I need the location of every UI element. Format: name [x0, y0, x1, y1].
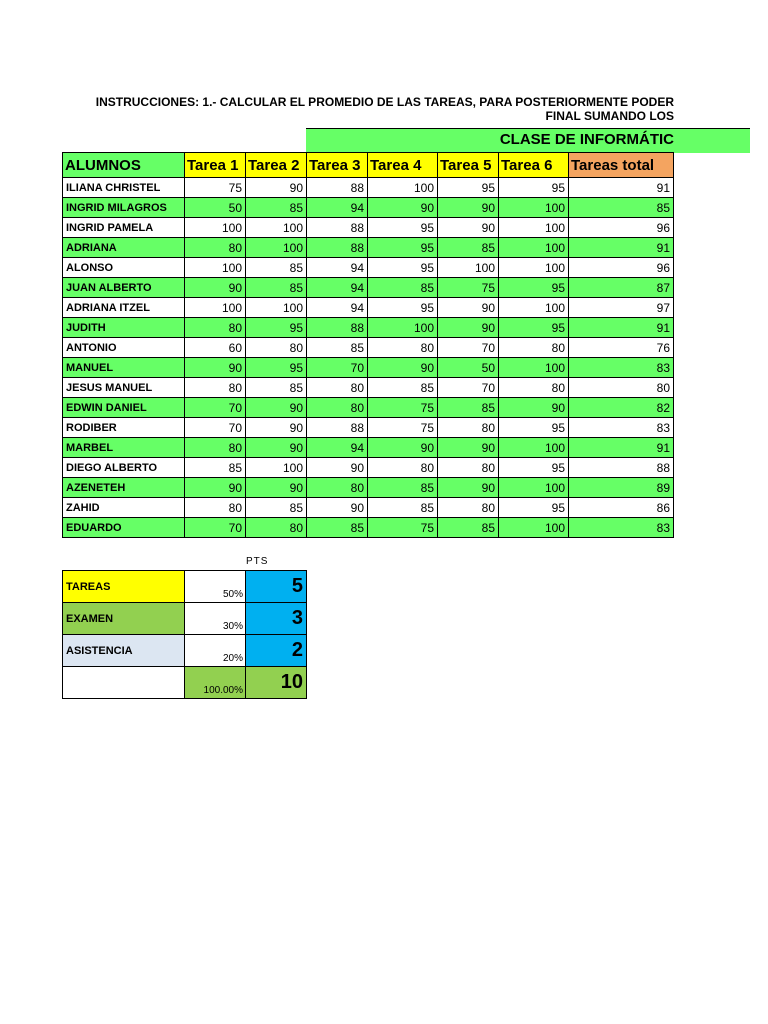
student-row — [63, 398, 674, 418]
tarea-6-cell[interactable]: 100 — [499, 358, 569, 378]
tarea-6-cell[interactable]: 95 — [499, 178, 569, 198]
tarea-4-cell[interactable]: 95 — [368, 238, 438, 258]
student-row — [63, 318, 674, 338]
tarea-1-cell[interactable]: 100 — [185, 218, 246, 238]
tareas-total-cell[interactable]: 83 — [569, 358, 674, 378]
tarea-5-cell[interactable]: 90 — [438, 198, 499, 218]
tarea-3-cell[interactable]: 94 — [307, 258, 368, 278]
tarea-1-cell[interactable]: 80 — [185, 498, 246, 518]
tarea-3-cell[interactable]: 70 — [307, 358, 368, 378]
tarea-6-cell[interactable]: 100 — [499, 518, 569, 538]
weight-label-examen[interactable]: EXAMEN — [63, 603, 185, 635]
tarea-6-cell[interactable]: 100 — [499, 438, 569, 458]
tarea-2-cell[interactable]: 90 — [246, 418, 307, 438]
tarea-3-cell[interactable]: 88 — [307, 418, 368, 438]
tarea-5-cell[interactable]: 80 — [438, 458, 499, 478]
student-name-cell[interactable]: ADRIANA — [63, 238, 185, 258]
header-tarea-5[interactable]: Tarea 5 — [438, 153, 499, 178]
student-row — [63, 198, 674, 218]
tarea-1-cell[interactable]: 70 — [185, 518, 246, 538]
tarea-2-cell[interactable]: 85 — [246, 198, 307, 218]
tarea-5-cell[interactable]: 85 — [438, 518, 499, 538]
tarea-2-cell[interactable]: 100 — [246, 238, 307, 258]
tarea-2-cell[interactable]: 80 — [246, 338, 307, 358]
tarea-5-cell[interactable]: 50 — [438, 358, 499, 378]
tarea-1-cell[interactable]: 60 — [185, 338, 246, 358]
student-name-cell[interactable]: ANTONIO — [63, 338, 185, 358]
tarea-6-cell[interactable]: 95 — [499, 498, 569, 518]
tarea-1-cell[interactable]: 85 — [185, 458, 246, 478]
student-name-cell[interactable]: AZENETEH — [63, 478, 185, 498]
tarea-4-cell[interactable]: 95 — [368, 298, 438, 318]
student-row — [63, 358, 674, 378]
tarea-5-cell[interactable]: 85 — [438, 238, 499, 258]
weight-row-asistencia — [63, 635, 307, 667]
tarea-2-cell[interactable]: 80 — [246, 518, 307, 538]
tarea-3-cell[interactable]: 94 — [307, 198, 368, 218]
tarea-1-cell[interactable]: 90 — [185, 478, 246, 498]
tarea-5-cell[interactable]: 90 — [438, 298, 499, 318]
pts-label: PTS — [246, 556, 269, 567]
tarea-5-cell[interactable]: 70 — [438, 378, 499, 398]
tarea-3-cell[interactable]: 80 — [307, 478, 368, 498]
tarea-3-cell[interactable]: 88 — [307, 218, 368, 238]
tarea-2-cell[interactable]: 90 — [246, 178, 307, 198]
tarea-2-cell[interactable]: 95 — [246, 358, 307, 378]
student-row — [63, 498, 674, 518]
tarea-4-cell[interactable]: 80 — [368, 338, 438, 358]
tarea-3-cell[interactable]: 80 — [307, 398, 368, 418]
tarea-2-cell[interactable]: 100 — [246, 218, 307, 238]
tarea-3-cell[interactable]: 94 — [307, 298, 368, 318]
tareas-total-cell[interactable]: 87 — [569, 278, 674, 298]
tarea-4-cell[interactable]: 85 — [368, 378, 438, 398]
tarea-6-cell[interactable]: 95 — [499, 318, 569, 338]
tarea-3-cell[interactable]: 85 — [307, 518, 368, 538]
tarea-2-cell[interactable]: 90 — [246, 478, 307, 498]
student-row — [63, 438, 674, 458]
student-row — [63, 218, 674, 238]
student-name-cell[interactable]: MANUEL — [63, 358, 185, 378]
tareas-total-cell[interactable]: 91 — [569, 238, 674, 258]
student-name-cell[interactable]: DIEGO ALBERTO — [63, 458, 185, 478]
tarea-2-cell[interactable]: 90 — [246, 398, 307, 418]
tarea-1-cell[interactable]: 100 — [185, 258, 246, 278]
tarea-4-cell[interactable]: 75 — [368, 398, 438, 418]
tarea-2-cell[interactable]: 85 — [246, 258, 307, 278]
tarea-6-cell[interactable]: 100 — [499, 198, 569, 218]
tarea-6-cell[interactable]: 95 — [499, 458, 569, 478]
tareas-total-cell[interactable]: 96 — [569, 258, 674, 278]
tarea-2-cell[interactable]: 85 — [246, 498, 307, 518]
class-banner — [306, 128, 750, 153]
tarea-3-cell[interactable]: 88 — [307, 318, 368, 338]
weight-label-tareas[interactable]: TAREAS — [63, 571, 185, 603]
tarea-5-cell[interactable]: 70 — [438, 338, 499, 358]
tarea-1-cell[interactable]: 90 — [185, 358, 246, 378]
student-name-cell[interactable]: EDUARDO — [63, 518, 185, 538]
grades-table — [62, 152, 674, 538]
tarea-4-cell[interactable]: 75 — [368, 418, 438, 438]
student-row — [63, 298, 674, 318]
tarea-4-cell[interactable]: 90 — [368, 198, 438, 218]
header-tarea-2[interactable]: Tarea 2 — [246, 153, 307, 178]
student-name-cell[interactable]: INGRID PAMELA — [63, 218, 185, 238]
header-tarea-6[interactable]: Tarea 6 — [499, 153, 569, 178]
weight-percent-total[interactable]: 100.00% — [185, 667, 246, 699]
tarea-1-cell[interactable]: 80 — [185, 378, 246, 398]
student-name-cell[interactable]: JUAN ALBERTO — [63, 278, 185, 298]
tarea-1-cell[interactable]: 80 — [185, 238, 246, 258]
tarea-6-cell[interactable]: 95 — [499, 418, 569, 438]
tarea-1-cell[interactable]: 100 — [185, 298, 246, 318]
tarea-4-cell[interactable]: 95 — [368, 258, 438, 278]
header-tareas-total[interactable]: Tareas total — [569, 153, 674, 178]
header-alumnos[interactable]: ALUMNOS — [63, 153, 185, 178]
tareas-total-cell[interactable]: 80 — [569, 378, 674, 398]
student-name-cell[interactable]: JUDITH — [63, 318, 185, 338]
tareas-total-cell[interactable]: 91 — [569, 178, 674, 198]
tarea-3-cell[interactable]: 80 — [307, 378, 368, 398]
student-name-cell[interactable]: ILIANA CHRISTEL — [63, 178, 185, 198]
student-row — [63, 238, 674, 258]
tarea-3-cell[interactable]: 88 — [307, 238, 368, 258]
student-name-cell[interactable]: RODIBER — [63, 418, 185, 438]
weight-label-total[interactable] — [63, 667, 185, 699]
tarea-5-cell[interactable]: 90 — [438, 318, 499, 338]
tarea-4-cell[interactable]: 85 — [368, 478, 438, 498]
header-tarea-3[interactable]: Tarea 3 — [307, 153, 368, 178]
tarea-6-cell[interactable]: 100 — [499, 298, 569, 318]
weights-table — [62, 570, 307, 699]
tarea-1-cell[interactable]: 75 — [185, 178, 246, 198]
tarea-1-cell[interactable]: 90 — [185, 278, 246, 298]
tarea-4-cell[interactable]: 90 — [368, 358, 438, 378]
student-name-cell[interactable]: INGRID MILAGROS — [63, 198, 185, 218]
tarea-3-cell[interactable]: 90 — [307, 498, 368, 518]
tarea-5-cell[interactable]: 75 — [438, 278, 499, 298]
tareas-total-cell[interactable]: 83 — [569, 518, 674, 538]
student-row — [63, 418, 674, 438]
tarea-1-cell[interactable]: 50 — [185, 198, 246, 218]
tarea-6-cell[interactable]: 80 — [499, 338, 569, 358]
weight-points-tareas[interactable]: 5 — [246, 571, 307, 603]
instructions-line-1: INSTRUCCIONES: 1.- CALCULAR EL PROMEDIO DE LAS TAREAS, PARA POSTERIORMENTE PODER — [95, 95, 674, 109]
tarea-6-cell[interactable]: 95 — [499, 278, 569, 298]
weight-row-total — [63, 667, 307, 699]
weight-row-tareas — [63, 571, 307, 603]
tarea-6-cell[interactable]: 100 — [499, 258, 569, 278]
class-banner-title: CLASE DE INFORMÁTIC — [499, 131, 674, 148]
tarea-4-cell[interactable]: 85 — [368, 278, 438, 298]
tarea-4-cell[interactable]: 80 — [368, 458, 438, 478]
header-tarea-1[interactable]: Tarea 1 — [185, 153, 246, 178]
weight-row-examen — [63, 603, 307, 635]
tarea-4-cell[interactable]: 75 — [368, 518, 438, 538]
tareas-total-cell[interactable]: 91 — [569, 438, 674, 458]
tarea-2-cell[interactable]: 85 — [246, 278, 307, 298]
tarea-2-cell[interactable]: 100 — [246, 298, 307, 318]
weight-percent-tareas[interactable]: 50% — [185, 571, 246, 603]
weight-points-asistencia[interactable]: 2 — [246, 635, 307, 667]
tarea-3-cell[interactable]: 88 — [307, 178, 368, 198]
tareas-total-cell[interactable]: 83 — [569, 418, 674, 438]
student-row — [63, 478, 674, 498]
tarea-5-cell[interactable]: 80 — [438, 498, 499, 518]
tareas-total-cell[interactable]: 76 — [569, 338, 674, 358]
tareas-total-cell[interactable]: 82 — [569, 398, 674, 418]
tarea-1-cell[interactable]: 70 — [185, 398, 246, 418]
grades-body — [63, 178, 674, 538]
tarea-5-cell[interactable]: 85 — [438, 398, 499, 418]
weight-label-asistencia[interactable]: ASISTENCIA — [63, 635, 185, 667]
tarea-5-cell[interactable]: 80 — [438, 418, 499, 438]
tarea-5-cell[interactable]: 95 — [438, 178, 499, 198]
weight-percent-examen[interactable]: 30% — [185, 603, 246, 635]
student-name-cell[interactable]: EDWIN DANIEL — [63, 398, 185, 418]
tarea-5-cell[interactable]: 90 — [438, 478, 499, 498]
student-name-cell[interactable]: ALONSO — [63, 258, 185, 278]
student-row — [63, 278, 674, 298]
tarea-2-cell[interactable]: 85 — [246, 378, 307, 398]
tareas-total-cell[interactable]: 88 — [569, 458, 674, 478]
tarea-6-cell[interactable]: 100 — [499, 238, 569, 258]
tareas-total-cell[interactable]: 85 — [569, 198, 674, 218]
tarea-6-cell[interactable]: 100 — [499, 218, 569, 238]
student-name-cell[interactable]: JESUS MANUEL — [63, 378, 185, 398]
student-row — [63, 178, 674, 198]
tarea-5-cell[interactable]: 90 — [438, 218, 499, 238]
tarea-3-cell[interactable]: 85 — [307, 338, 368, 358]
weight-points-examen[interactable]: 3 — [246, 603, 307, 635]
tarea-2-cell[interactable]: 100 — [246, 458, 307, 478]
weight-points-total[interactable]: 10 — [246, 667, 307, 699]
tarea-4-cell[interactable]: 95 — [368, 218, 438, 238]
tarea-4-cell[interactable]: 90 — [368, 438, 438, 458]
header-tarea-4[interactable]: Tarea 4 — [368, 153, 438, 178]
tarea-4-cell[interactable]: 100 — [368, 318, 438, 338]
student-name-cell[interactable]: ZAHID — [63, 498, 185, 518]
tarea-5-cell[interactable]: 100 — [438, 258, 499, 278]
student-row — [63, 378, 674, 398]
tareas-total-cell[interactable]: 86 — [569, 498, 674, 518]
weight-percent-asistencia[interactable]: 20% — [185, 635, 246, 667]
student-row — [63, 458, 674, 478]
tarea-6-cell[interactable]: 100 — [499, 478, 569, 498]
grades-header-row — [63, 153, 674, 178]
tareas-total-cell[interactable]: 96 — [569, 218, 674, 238]
tarea-1-cell[interactable]: 80 — [185, 438, 246, 458]
instructions-line-2: FINAL SUMANDO LOS — [545, 109, 674, 123]
tarea-1-cell[interactable]: 80 — [185, 318, 246, 338]
tareas-total-cell[interactable]: 89 — [569, 478, 674, 498]
tareas-total-cell[interactable]: 91 — [569, 318, 674, 338]
tarea-2-cell[interactable]: 90 — [246, 438, 307, 458]
tarea-4-cell[interactable]: 100 — [368, 178, 438, 198]
student-row — [63, 518, 674, 538]
student-row — [63, 338, 674, 358]
student-name-cell[interactable]: MARBEL — [63, 438, 185, 458]
tareas-total-cell[interactable]: 97 — [569, 298, 674, 318]
tarea-5-cell[interactable]: 90 — [438, 438, 499, 458]
tarea-3-cell[interactable]: 94 — [307, 438, 368, 458]
tarea-6-cell[interactable]: 90 — [499, 398, 569, 418]
tarea-2-cell[interactable]: 95 — [246, 318, 307, 338]
tarea-6-cell[interactable]: 80 — [499, 378, 569, 398]
tarea-3-cell[interactable]: 94 — [307, 278, 368, 298]
student-row — [63, 258, 674, 278]
student-name-cell[interactable]: ADRIANA ITZEL — [63, 298, 185, 318]
tarea-1-cell[interactable]: 70 — [185, 418, 246, 438]
tarea-3-cell[interactable]: 90 — [307, 458, 368, 478]
tarea-4-cell[interactable]: 85 — [368, 498, 438, 518]
